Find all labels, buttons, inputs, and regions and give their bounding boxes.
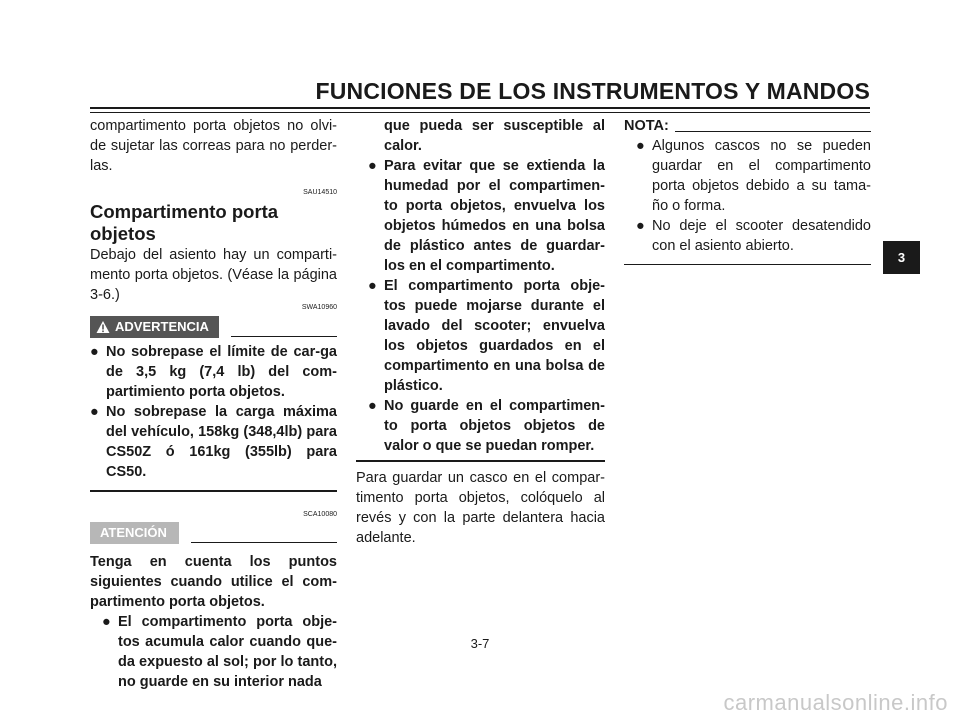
caution-badge: ATENCIÓN	[90, 522, 179, 544]
body-paragraph: Para guardar un casco en el compar-timento porta objetos, colóquelo al revés y con la parte delantera hacia adelante.	[356, 470, 605, 546]
warning-banner	[90, 316, 337, 338]
list-item: ● No deje el scooter desatendido con el asiento abierto.	[636, 218, 871, 254]
header-rule-thick	[90, 107, 870, 109]
reference-code: SAU14510	[303, 189, 337, 196]
body-paragraph: Debajo del asiento hay un comparti-mento porta objetos. (Véase la página 3-6.)	[90, 247, 337, 303]
list-item: ● Algunos cascos no se pueden guardar en el compartimento porta objetos debido a su tama-ño o forma.	[636, 138, 871, 214]
list-item: ● No guarde en el compartimen-to porta objetos objetos de valor o que se puedan romper.	[368, 398, 605, 454]
column-right	[624, 116, 871, 265]
banner-rule	[231, 336, 337, 337]
caution-banner	[90, 522, 337, 544]
section-header-title: FUNCIONES DE LOS INSTRUMENTOS Y MANDOS	[315, 78, 870, 104]
note-header	[624, 116, 871, 136]
bullet-icon: ●	[90, 404, 99, 420]
bullet-icon: ●	[636, 218, 645, 234]
list-item: ● Para evitar que se extienda la humedad por el compartimen-to porta objetos, envuelva los objetos húmedos en una bolsa de plástico antes de guardar-los en el compartimento.	[368, 158, 605, 274]
bullet-icon: ●	[368, 398, 377, 414]
column-left	[90, 116, 337, 692]
caution-end-rule	[356, 460, 605, 462]
warning-label: ADVERTENCIA	[115, 319, 209, 334]
list-item: ● El compartimento porta obje-tos puede mojarse durante el lavado del scooter; envuelva los objetos guardados en el compartimento en una bolsa de plástico.	[368, 278, 605, 394]
note-list	[624, 136, 871, 256]
header-rule-thin	[90, 112, 870, 113]
reference-code: SWA10960	[301, 304, 337, 311]
banner-rule	[191, 542, 337, 543]
column-middle	[356, 116, 605, 548]
chapter-tab: 3	[883, 241, 920, 274]
note-end-rule	[624, 264, 871, 265]
caution-intro: Tenga en cuenta los puntos siguientes cuando utilice el com-partimento porta objetos.	[90, 554, 337, 610]
bullet-icon: ●	[368, 278, 377, 294]
watermark: carmanualsonline.info	[723, 690, 948, 715]
list-item: ● No sobrepase la carga máxima del vehículo, 158kg (348,4lb) para CS50Z ó 161kg (355lb) para CS50.	[90, 404, 337, 480]
page-number: 3-7	[470, 636, 490, 651]
caution-list	[90, 612, 337, 692]
note-label: NOTA:	[624, 118, 669, 134]
bullet-icon: ●	[636, 138, 645, 154]
bullet-icon: ●	[90, 344, 99, 360]
list-item: ● El compartimento porta obje-tos acumula calor cuando que-da expuesto al sol; por lo tanto, no guarde en su interior nada	[102, 614, 337, 690]
intro-paragraph: compartimento porta objetos no olvi-de sujetar las correas para no perder-las.	[90, 118, 337, 174]
warning-triangle-icon	[96, 320, 110, 334]
list-item: ● No sobrepase el límite de car-ga de 3,5 kg (7,4 lb) del com-partimiento porta objetos.	[90, 344, 337, 400]
warning-badge	[90, 316, 219, 338]
section-heading: Compartimento porta objetos	[90, 201, 279, 244]
bullet-icon: ●	[102, 614, 111, 630]
caution-continuation: que pueda ser susceptible al calor.	[384, 118, 605, 154]
warning-end-rule	[90, 490, 337, 492]
bullet-icon: ●	[368, 158, 377, 174]
caution-list-continued	[356, 156, 605, 456]
warning-list	[90, 342, 337, 482]
reference-code: SCA10080	[303, 511, 337, 518]
note-rule	[675, 131, 871, 132]
